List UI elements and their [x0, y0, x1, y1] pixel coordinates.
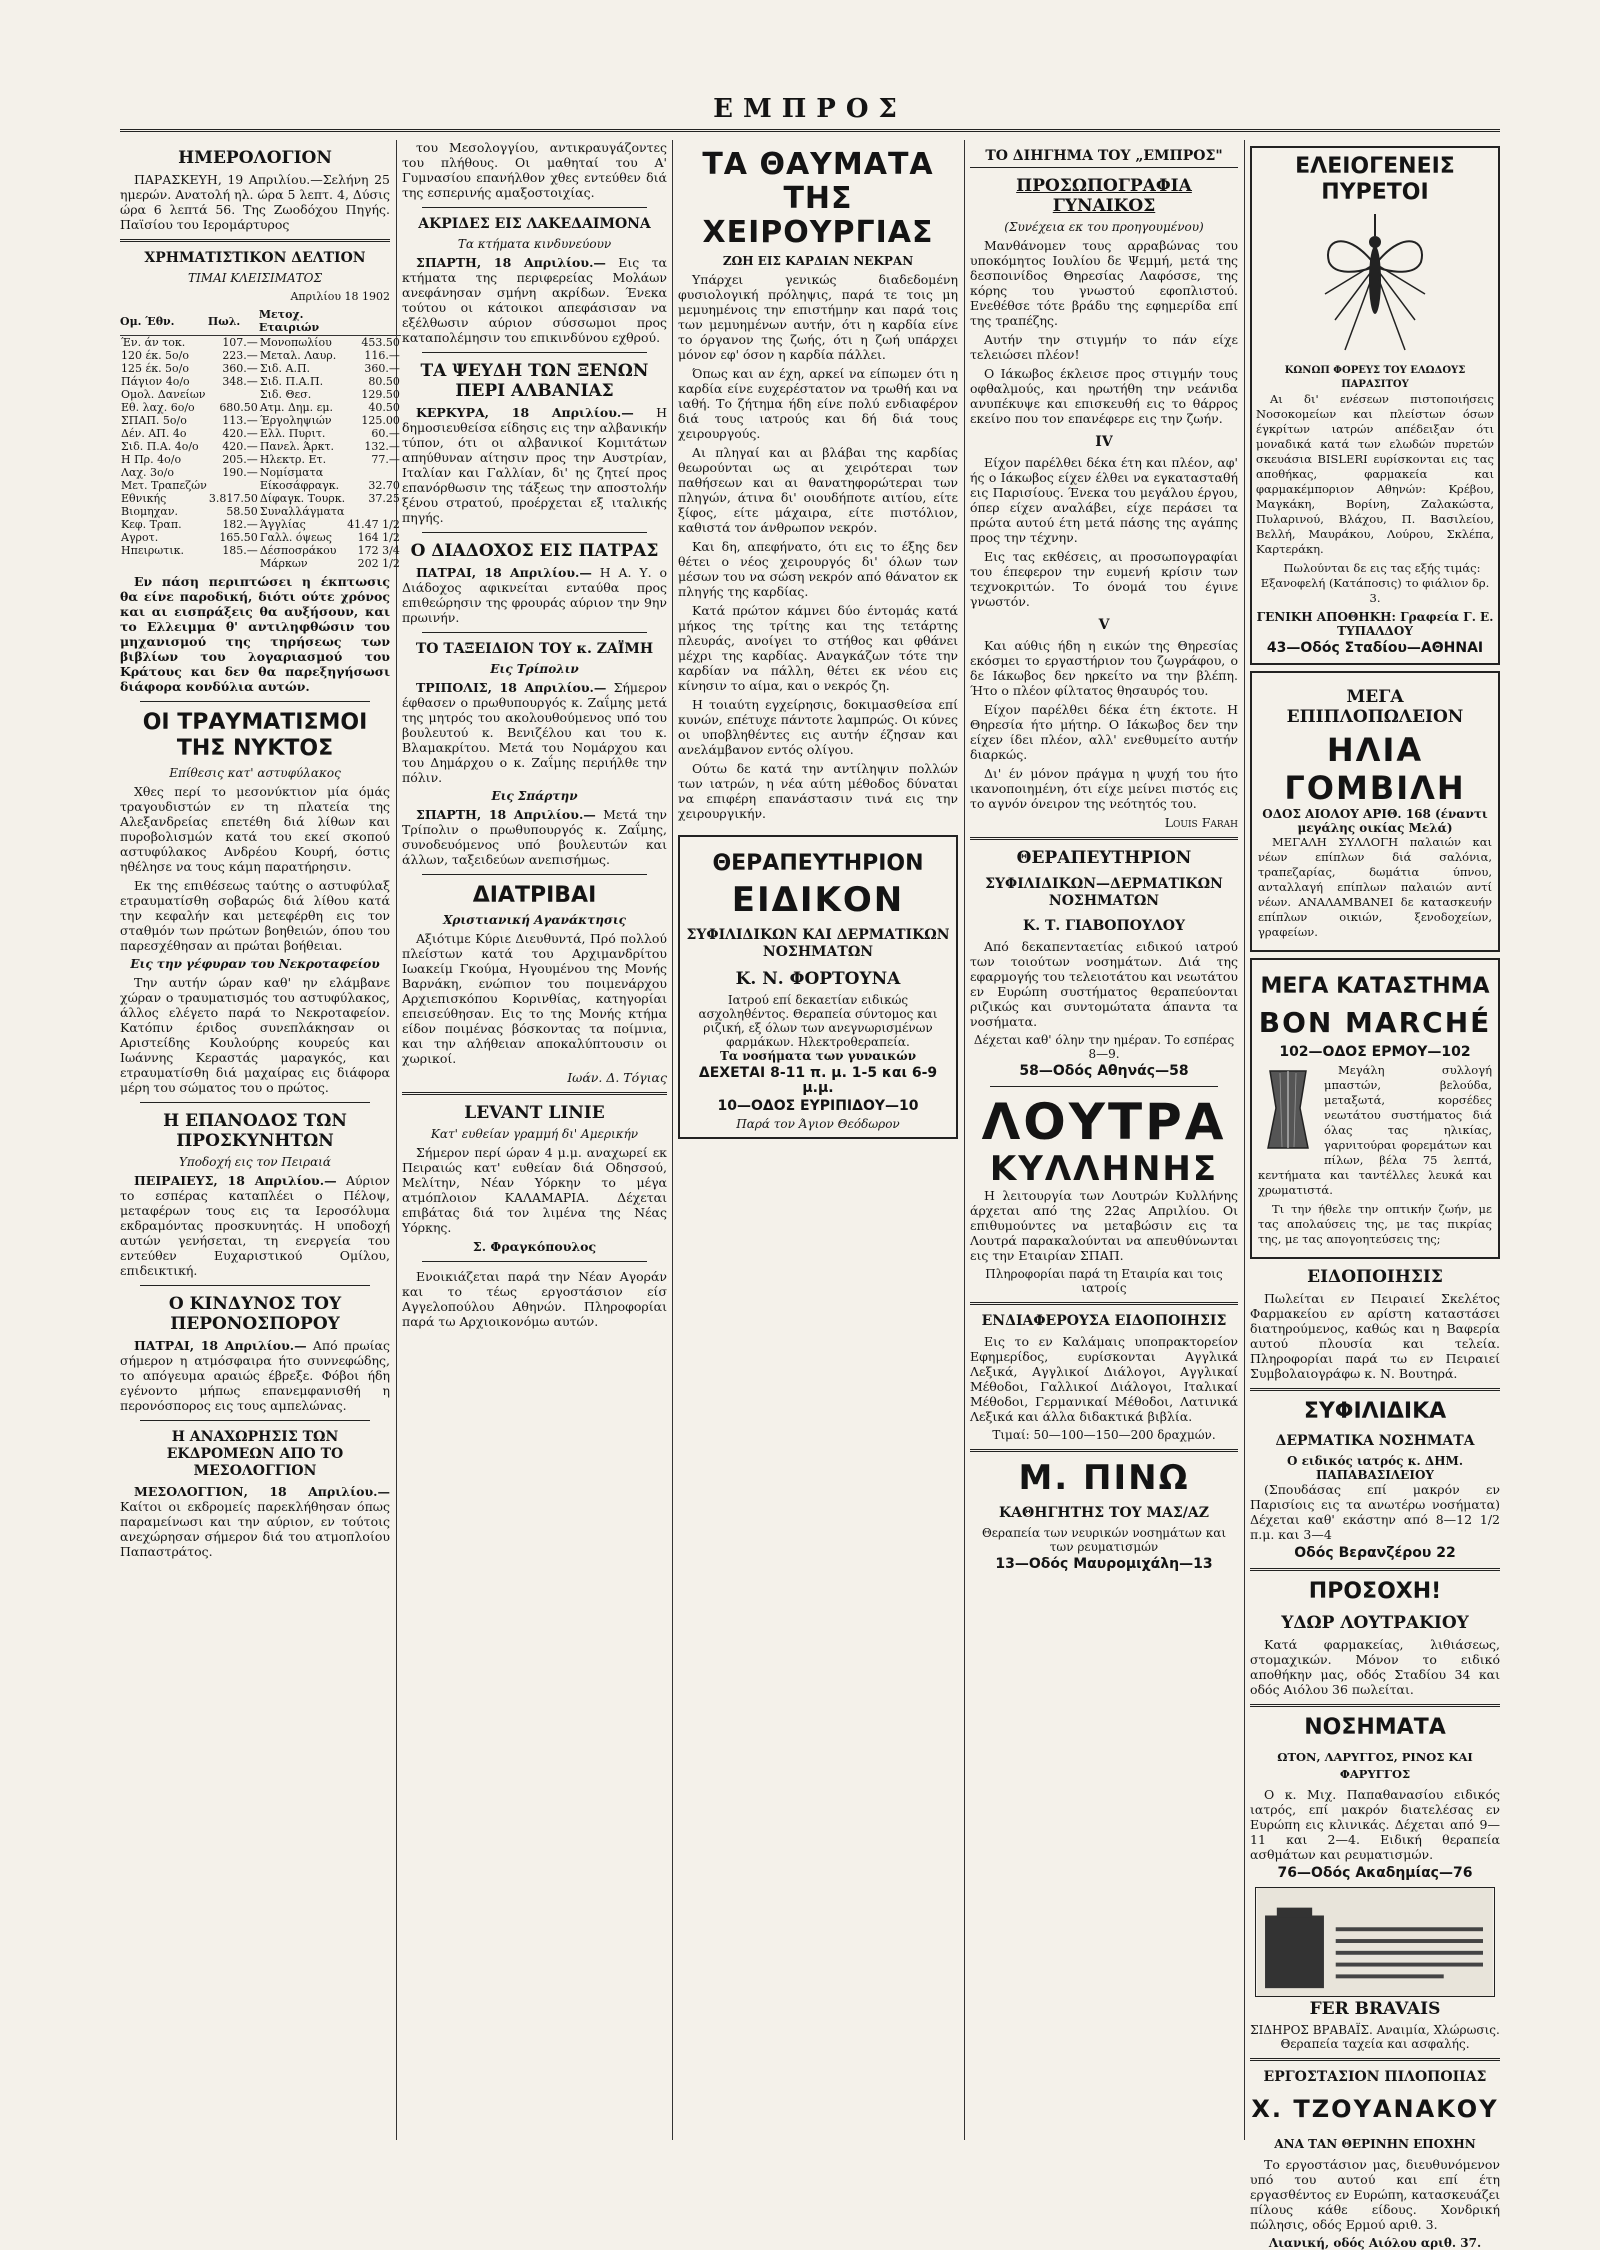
story-heading: ΤΟ ΔΙΗΓΗΜΑ ΤΟΥ „ΕΜΠΡΟΣ" [970, 148, 1238, 168]
column-4 [970, 140, 1238, 2140]
quotes-cell: 125.00 [361, 414, 400, 427]
quotes-cell: Νομίσματα [259, 466, 324, 479]
divider [1250, 1704, 1500, 1707]
quotes-cell [120, 557, 208, 570]
divider [1250, 1568, 1500, 1571]
column-1 [120, 140, 400, 2140]
quotes-cell: Ηλεκτρ. Ετ. [259, 453, 327, 466]
quotes-row [120, 492, 401, 505]
quotes-cell: 60.— [371, 427, 400, 440]
fever-text: Αι δι' ενέσεων πιστοποιήσεις Νοσοκομείων και πλείστων όσων έγκρίτων ιατρών απέδειξαν ότι μοναδικά κατά των ελωδών πυρετών σκευάσια BISLERI ευρίσκονται εις τας αποθήκας, φαρμακεία και φαρμακέμποριον Αθηνών: Κρέβου, Μαγκάκη, Βορίνη, Ζαλακώστα, Πυλαρινού, Βλάχου, Π. Βασιλείου, Βελλή, Μαυράκου, Λούρου, Σκλέπα, Καρτεράκη. [1256, 392, 1494, 556]
clinic-women: Τα νοσήματα των γυναικών [719, 1049, 917, 1063]
miracles-heading: ΤΑ ΘΑΥΜΑΤΑ ΤΗΣ ΧΕΙΡΟΥΡΓΙΑΣ [702, 147, 934, 250]
furniture-ad [1250, 671, 1500, 952]
lies-heading: ΤΑ ΨΕΥΔΗ ΤΩΝ ΞΕΝΩΝ ΠΕΡΙ ΑΛΒΑΝΙΑΣ [420, 361, 649, 401]
diatrivai-text: Αξιότιμε Κύριε Διευθυντά, Πρό πολλού πλείστων κατά του Αρχιμανδρίτου Ιωακείμ Γκούμα, Ηγουμένου της Μονής Βαρνάκη, ενώπιον του ποιμενάρχου Αρχιεπισκόπου Κορινθίας, κατηγορίαι επεισεύθησαν. Εις το της Μονής κτήμα είδον ποιμένας βόσκοντας τα ποίμνια, και την αλήθειαν αποκαλύπτουσιν οι χωρικοί. [402, 931, 667, 1066]
quotes-cell: Δέν. ΑΠ. 4ο [121, 427, 187, 440]
quotes-cell [208, 388, 259, 401]
heir-heading: Ο ΔΙΑΔΟΧΟΣ ΕΙΣ ΠΑΤΡΑΣ [410, 541, 659, 561]
quotes-cell: Έργοληψιών [259, 414, 332, 427]
danger-dateline: ΠΑΤΡΑΙ, 18 Απριλίου.— [134, 1338, 307, 1353]
wounded-heading: ΟΙ ΤΡΑΥΜΑΤΙΣΜΟΙ ΤΗΣ ΝΥΚΤΟΣ [142, 710, 368, 761]
quotes-cell: 360.— [364, 362, 400, 375]
store-heading: ΜΕΓΑ ΚΑΤΑΣΤΗΜΑ [1260, 974, 1490, 999]
ad-heading: ΕΝΔΙΑΦΕΡΟΥΣΑ ΕΙΔΟΠΟΙΗΣΙΣ [981, 1313, 1227, 1329]
quotes-cell: 113.— [222, 414, 258, 427]
fer-heading: FER BRAVAIS [1309, 1999, 1441, 2019]
story-section-number: IV [1095, 434, 1113, 450]
quotes-row [120, 414, 401, 427]
akrees-heading: ΑΚΡΙΔΕΣ ΕΙΣ ΛΑΚΕΔΑΙΜΟΝΑ [418, 216, 651, 232]
levant-text: Σήμερον περί ώραν 4 μ.μ. αναχωρεί εκ Πειραιώς κατ' ευθείαν διά Οδησσού, Μελίτην, Νέαν Υόρκην το μέγα ατμόπλοιον ΚΑΛΑΜΑΡΙΑ. Δέχεται επιβάτας διά τον λιμένα της Νέας Υόρκης. [402, 1145, 667, 1235]
divider [970, 837, 1238, 840]
fever-address: 43—Οδός Σταδίου—ΑΘΗΝΑΙ [1266, 640, 1484, 656]
trip-subheading-2: Εις Σπάρτην [491, 789, 578, 803]
quotes-cell: 40.50 [368, 401, 400, 414]
trip-dateline-2: ΣΠΑΡΤΗ, 18 Απριλίου.— [416, 807, 596, 822]
miracles-p6: Η τοιαύτη εγχείρησις, δοκιμασθείσα επί κυνών, επέτυχε πάντοτε λαμπρώς. Οι κύνες οι υποβληθέντες εις αυτήν έζησαν και ανελάμβανον εντός ολίγου. [678, 697, 958, 757]
quotes-header-cell: Ομ. Έθν. [120, 308, 208, 336]
furniture-name: ΗΛΙΑ ΓΟΜΒΙΛΗ [1284, 731, 1466, 807]
quotes-row [120, 505, 401, 518]
nos-subheading: ΩΤΟΝ, ΛΑΡΥΓΓΟΣ, ΡΙΝΟΣ ΚΑΙ ΦΑΡΥΓΓΟΣ [1277, 1750, 1473, 1781]
column-3 [678, 140, 958, 2140]
heir-dateline: ΠΑΤΡΑΙ, 18 Απριλίου.— [416, 565, 592, 580]
quotes-cell: Η Πρ. 4ο/ο [121, 453, 182, 466]
ad-prices: Τιμαί: 50—100—150—200 δραχμών. [992, 1428, 1216, 1442]
clinic-doctor: Κ. Ν. ΦΟΡΤΟΥΝΑ [735, 969, 901, 989]
return-heading: Η ΕΠΑΝΟΔΟΣ ΤΩΝ ΠΡΟΣΚΥΝΗΤΩΝ [163, 1111, 347, 1151]
trip-dateline: ΤΡΙΠΟΛΙΣ, 18 Απριλίου.— [416, 680, 607, 695]
quotes-header-cell [346, 308, 401, 336]
miracles-subheading: ΖΩΗ ΕΙΣ ΚΑΡΔΙΑΝ ΝΕΚΡΑΝ [722, 254, 914, 268]
return-subheading: Υποδοχή εις τον Πειραιά [179, 1155, 331, 1169]
divider [970, 1449, 1238, 1452]
miracles-p7: Ούτω δε κατά την αντίληψιν πολλών των ιατρών, η νέα αύτη μέθοδος δύναται να επιφέρη επανάστασιν τινά εις την χειρουργικήν. [678, 761, 958, 821]
trip-text-2: Μετά την Τρίπολιν ο πρωθυπουργός κ. Ζαΐμης, συνοδευόμενος υπό βουλευτών και άλλων, ταξειδεύων ανεπισήμως. [402, 807, 667, 867]
quotes-row [120, 557, 401, 570]
quotes-row [120, 427, 401, 440]
story-p7: Είχον παρέλθει δέκα έτη έκτοτε. Η Θηρεσία ήτο μήτηρ. Ο Ιάκωβος δεν την είχεν ίδει πλέον, αλλ' ενεθυμείτο αυτήν διαρκώς. [970, 702, 1238, 762]
quotes-row [120, 388, 401, 401]
miracles-p2: Όπως και αν έχη, αρκεί να είπωμεν ότι η καρδία είνε ευχερέστατον να τρωθή και να ιαθή. Το ζήτημα ήδη είνε πολύ ενδιαφέρον διά τους ιατρούς και δή διά τους χειρουργούς. [678, 366, 958, 441]
quotes-cell: 360.— [222, 362, 258, 375]
danger-heading: Ο ΚΙΝΔΥΝΟΣ ΤΟΥ ΠΕΡΟΝΟΣΠΟΡΟΥ [168, 1294, 342, 1334]
lies-dateline: ΚΕΡΚΥΡΑ, 18 Απριλίου.— [416, 405, 634, 420]
fever-ad [1250, 146, 1500, 665]
quotes-cell: Σιδ. Α.Π. [259, 362, 311, 375]
pino-address: 13—Οδός Μαυρομιχάλη—13 [995, 1556, 1213, 1572]
calendar-text: ΠΑΡΑΣΚΕΥΗ, 19 Απριλίου.—Σελήνη 25 ημερών. Ανατολή ηλ. ώρα 5 λεπτ. 4, Δύσις ώρα 6 λεπτά 56. Της Ζωοδόχου Πηγής. Παϊσίου του Ιερομάρτυρος [120, 172, 390, 232]
water-name: ΥΔΩΡ ΛΟΥΤΡΑΚΙΟΥ [1281, 1613, 1469, 1633]
divider [422, 207, 647, 208]
quotes-cell: Αγροτ. [121, 531, 159, 544]
quotes-row [120, 336, 401, 350]
quotes-cell: Δέσποσράκου [259, 544, 337, 557]
story-title: ΠΡΟΣΩΠΟΓΡΑΦΙΑ ΓΥΝΑΙΚΟΣ [1016, 176, 1192, 216]
quotes-cell: Ελλ. Πυριτ. [259, 427, 326, 440]
notice-heading: ΕΙΔΟΠΟΙΗΣΙΣ [1307, 1267, 1443, 1287]
quotes-cell: 107.— [222, 336, 258, 349]
wounded-text-2: Εκ της επιθέσεως ταύτης ο αστυφύλαξ ετραυματίσθη σοβαρώς διά λίθου κατά την κεφαλήν και μετεφέρθη εις τον σταθμόν των πρώτων βοηθειών, όπου του παρεσχέθησαν αι πρώται βοήθειαι. [120, 878, 390, 953]
water-text: Κατά φαρμακείας, λιθιάσεως, στομαχικών. Μόνον το ειδικό αποθήκην μας, οδός Σταδίου 34 και οδός Αιόλου 36 πωλείται. [1250, 1637, 1500, 1697]
levant-subheading: Κατ' ευθείαν γραμμή δι' Αμερικήν [430, 1127, 639, 1141]
quotes-cell: 129.50 [361, 388, 400, 401]
notice-text: Πωλείται εν Πειραιεί Σκελέτος Φαρμακείου εν αρίστη καταστάσει διατηρούμενος, καθώς και η Βαφερία αυτού πλουσία και τελεία. Πληροφορίαι παρά τω εν Πειραιεί Συμβολαιογράφω κ. Ν. Βουτηρά. [1250, 1291, 1500, 1381]
meso-text: Καίτοι οι εκδρομείς παρεκλήθησαν όπως παραμείνωσι και την αύριον, εν τούτοις ανεχώρησαν σήμερον διά του ατμοπλοίου Παπαστράτος. [120, 1499, 390, 1559]
akrees-text: Εις τα κτήματα της περιφερείας Μολάων ανεφάνησαν σμήνη ακρίδων. Ένεκα τούτου οι κάτοικοι απεφάσισαν να εξέλθωσιν αύριον σύσσωμοι προς καταπολέμησιν του επικινδύνου εχθρού. [402, 255, 667, 345]
trip-subheading: Εις Τρίπολιν [490, 662, 579, 676]
quotes-cell: 125 έκ. 5ο/ο [121, 362, 190, 375]
clinic-near: Παρά τον Άγιον Θεόδωρον [736, 1117, 900, 1131]
baths-text: Η λειτουργία των Λουτρών Κυλλήνης άρχεται από της 22ας Απριλίου. Οι επιθυμούντες να μεταβώσιν εις τα Λουτρά παρακαλούνται να απευθύνωνται εις την Εταιρίαν ΣΠΑΠ. [970, 1188, 1238, 1263]
fever-price: Πωλούνται δε εις τας εξής τιμάς: Εξανοφελή (Κατάποσις) το φιάλιον δρ. 3. [1260, 561, 1490, 605]
clinic-hours: ΔΕΧΕΤΑΙ 8-11 π. μ. 1-5 και 6-9 μ.μ. [698, 1065, 938, 1096]
story-p2: Αυτήν την στιγμήν το πάν είχε τελειώσει πλέον! [970, 332, 1238, 362]
quotes-row [120, 453, 401, 466]
syph-subheading: ΔΕΡΜΑΤΙΚΑ ΝΟΣΗΜΑΤΑ [1275, 1433, 1475, 1449]
syph-address: Οδός Βερανζέρου 22 [1294, 1545, 1456, 1561]
quotes-cell: Εθ. λαχ. 6ο/ο [121, 401, 195, 414]
quotes-cell: 190.— [222, 466, 258, 479]
divider [422, 352, 647, 353]
quotes-cell: Είκοσάφραγκ. [259, 479, 340, 492]
miracles-p4: Και δη, απεφήνατο, ότι εις το έξης δεν θέτει ο νέος χειρουργός δι' όλων των μέσων του να σώση νεκρόν από θάνατον εκ πληγής της καρδίας. [678, 539, 958, 599]
diatrivai-signature: Ιωάν. Δ. Τόγιας [567, 1070, 667, 1085]
column-rule [1244, 140, 1245, 2140]
quotes-cell: Βιομηχαν. [121, 505, 179, 518]
quotes-table [120, 308, 401, 570]
quotes-cell [346, 466, 401, 479]
column-2 [402, 140, 667, 2140]
baths-info: Πληροφορίαι παρά τη Εταιρία και τοις ιατροίς [985, 1267, 1223, 1295]
quotes-cell [208, 479, 259, 492]
divider [140, 701, 370, 702]
quotes-cell: Συναλλάγματα [259, 505, 345, 518]
calendar-heading: ΗΜΕΡΟΛΟΓΙΟΝ [178, 148, 332, 168]
fer-bravais-illustration [1255, 1887, 1495, 1997]
quotes-cell: 58.50 [226, 505, 258, 518]
quotes-row [120, 375, 401, 388]
quotes-cell: 453.50 [361, 336, 400, 349]
return-dateline: ΠΕΙΡΑΙΕΥΣ, 18 Απριλίου.— [134, 1173, 337, 1188]
divider [970, 1302, 1238, 1305]
therap-subheading: ΣΥΦΙΛΙΔΙΚΩΝ—ΔΕΡΜΑΤΙΚΩΝ ΝΟΣΗΜΑΤΩΝ [985, 876, 1223, 909]
clinic-address: 10—ΟΔΟΣ ΕΥΡΙΠΙΔΟΥ—10 [717, 1098, 919, 1114]
divider [140, 1420, 370, 1421]
divider [140, 1285, 370, 1286]
story-p5: Εις τας εκθέσεις, αι προσωπογραφίαι του έπεφερον την ευμενή κρίσιν των τεχνοκριτών. Το όνομά του έγινε γνωστόν. [970, 549, 1238, 609]
quotes-cell: 32.70 [368, 479, 400, 492]
story-p4: Είχον παρέλθει δέκα έτη και πλέον, αφ' ής ο Ιάκωβος είχεν έλθει να εγκατασταθή εις Παρισίους. Ένεκα του μεγάλου έργου, όπερ είχεν αναλάβει, είχε περάσει τα πρώτα αυτού έτη μετά πάσης της αγάπης προς την τέχνην. [970, 455, 1238, 545]
quotes-cell: Κεφ. Τραπ. [121, 518, 182, 531]
baths-heading-2: ΚΥΛΛΗΝΗΣ [989, 1149, 1219, 1189]
quotes-cell: 348.— [222, 375, 258, 388]
meso-dateline: ΜΕΣΟΛΟΓΓΙΟΝ, 18 Απριλίου.— [134, 1484, 390, 1499]
quotes-cell: Λαχ. 3ο/ο [121, 466, 174, 479]
miracles-p1: Υπάρχει γενικώς διαδεδομένη φυσιολογική πρόληψις, παρά τε τοις μη μεμυημένοις την επιστήμην και παρά τοις των μεμυημένων αυτήν, ότι η καρδία είνε το όργανον της ζωής, ότι η ζωή υπάρχει μόνον εφ' όσον η καρδία πάλλει. [678, 272, 958, 362]
quotes-cell: ΣΠΑΠ. 5ο/ο [121, 414, 187, 427]
lies-text: Η δημοσιευθείσα είδησις εις την αλβανικήν τύπον, ότι οι αλβανικοί Κομιτάτων απηύθυναν αίτησιν προς την Αυστρίαν, Ιταλίαν και Γαλλίαν, δι' ης ζητεί προς επανόρθωσιν της τάξεως την αποστολήν ξένου στρατού, προέρχεται εξ ιταλικής πηγής. [402, 405, 667, 525]
miracles-p3: Αι πληγαί και αι βλάβαι της καρδίας θεωρούνται ως αι χειρότεραι των παθήσεων και αι θανατηφορώτεραι των πληγών, άτινα δι' οιουδήποτε αιτίου, είτε ξίφος, είτε μάχαιρα, είτε πιστόλιον, καθιστά τον άνθρωπον νεκρόν. [678, 445, 958, 535]
furniture-text: ΜΕΓΑΛΗ ΣΥΛΛΟΓΗ παλαιών και νέων επίπλων διά σαλόνια, τραπεζαρίας, δωμάτια ύπνου, ανταλλαγή επίπλων παλαιών αντί νέων. ΑΝΑΛΑΜΒΑΝΕΙ δε κατασκευήν επίπλων οικιών, ξενοδοχείων, γραφείων. [1258, 835, 1492, 939]
quotes-cell: 420.— [222, 440, 258, 453]
quotes-cell: Άγγλίας [259, 518, 306, 531]
syph-text: (Σπουδάσας επί μακρόν εν Παρισίοις εις τα ανωτέρω νοσήματα) Δέχεται καθ' εκάστην από 8—12 1/2 π.μ. και 3—4 [1250, 1482, 1500, 1542]
quotes-cell: 164 1/2 [357, 531, 400, 544]
quotes-cell: Πάγιον 4ο/ο [121, 375, 190, 388]
wounded-text-1: Χθες περί το μεσονύκτιον μία όμάς τραγουδιστών εν τη πλατεία της Αλεξανδρείας επετέθη διά λίθων και πυροβολισμών κατά του εκεί σκοπού αστυφύλακος Ανδρέου Κουρή, όστις ηθέλησε να τους κάμη παρατήρησιν. [120, 784, 390, 874]
quotes-cell: Γαλλ. όψεως [259, 531, 332, 544]
nos-address: 76—Οδός Ακαδημίας—76 [1277, 1865, 1473, 1881]
divider [422, 874, 647, 875]
store-name: BON MARCHÉ [1258, 1006, 1492, 1039]
water-heading: ΠΡΟΣΟΧΗ! [1308, 1579, 1442, 1604]
quotes-cell: 3.817.50 [208, 492, 258, 505]
quotes-cell: 172 3/4 [357, 544, 400, 557]
mosquito-icon [1315, 210, 1435, 360]
factory-text: Το εργοστάσιον μας, διευθυνόμενον υπό του αυτού και επί έτη εργασθέντος εν Ευρώπη, κατασκευάζει πίλους κάθε είδους. Χονδρική πώλησις, οδός Ερμού αριθ. 3. [1250, 2157, 1500, 2232]
quotes-cell: Μονοπωλίου [259, 336, 332, 349]
quotes-row [120, 518, 401, 531]
clinic-heading: ΘΕΡΑΠΕΥΤΗΡΙΟΝ [712, 851, 924, 876]
market-note: Εν πάση περιπτώσει η έκπτωσις θα είνε παροδική, διότι ούτε χρόνος και αι εισπράξεις θα αυξήσουν, και το Ελλειμμα θ' αντιληφθώσιν του μηχανισμού της τηρήσεως των βιβλίων του λογαριασμού του Κράτους και δεν θα παρεξηγήσωσι διάφορα κονδύλια αυτών. [120, 574, 390, 694]
quotes-cell: Δίφαγκ. Τουρκ. [259, 492, 346, 505]
pino-subheading: ΚΑΘΗΓΗΤΗΣ ΤΟΥ ΜΑΣ/ΑΖ [999, 1505, 1209, 1521]
quotes-cell: 116.— [364, 349, 400, 362]
quotes-cell: 680.50 [219, 401, 258, 414]
quotes-cell: Ατμ. Δημ. εμ. [259, 401, 334, 414]
quotes-cell: 165.50 [219, 531, 258, 544]
clinic-text: Ιατρού επί δεκαετίαν ειδικώς ασχοληθέντος. Θεραπεία σύντομος και ριζική, εξ όλων των ανεγνωρισμένων φαρμάκων. Ηλεκτροθεραπεία. [698, 993, 938, 1049]
market-subheading: ΤΙΜΑΙ ΚΛΕΙΣΙΜΑΤΟΣ [188, 271, 322, 285]
quotes-cell: Μάρκων [259, 557, 308, 570]
pino-name: Μ. ΠΙΝΩ [1018, 1458, 1190, 1498]
column-rule [672, 140, 673, 2140]
story-section-number-2: V [1098, 617, 1110, 633]
meso-heading: Η ΑΝΑΧΩΡΗΣΙΣ ΤΩΝ ΕΚΔΡΟΜΕΩΝ ΑΠΟ ΤΟ ΜΕΣΟΛΟΓΓΙΟΝ [166, 1429, 344, 1479]
quotes-row [120, 349, 401, 362]
quotes-cell: Σιδ. Π.Α. 4ο/ο [121, 440, 199, 453]
levant-text-2: Ενοικιάζεται παρά την Νέαν Αγοράν και το τέως εργοστάσιον είσ Αγγελοπούλου Αθηνών. Πληροφορίαι παρά τω Αρχιοικονόμω αυτών. [402, 1269, 667, 1329]
clinic-ad [678, 835, 958, 1139]
quotes-cell [346, 505, 401, 518]
quotes-cell: 77.— [371, 453, 400, 466]
wounded-text-3: Την αυτήν ώραν καθ' ην ελάμβανε χώραν ο τραυματισμός του αστυφύλακος, άλλος ελέγετο παρά το Νεκροταφείον. Κατόπιν έριδος συνεπλάκησαν οι Αριστείδης Κουλούρης κουρεύς και Ιωάννης Κεραστάς μαραγκός, και ετραυματίσθη διά μαχαίρας εις διάφορα μέρη του σώματος του ο πρώτος. [120, 975, 390, 1095]
story-p1: Μανθάνομεν τους αρραβώνας του υποκόμητος Ιουλίου δε Ψεμμή, μετά της δεσποινίδος Θηρεσίας Λαφόσσε, της κόρης του γνωστού εφοπλιστού. Ενεθέθσε τότε βράδυ της εφημερίδα επί της τραπέζης. [970, 238, 1238, 328]
quotes-cell: Πανελ. Άρκτ. [259, 440, 335, 453]
quotes-row [120, 479, 401, 492]
quotes-row [120, 544, 401, 557]
column-5 [1250, 140, 1500, 2250]
diatrivai-subheading: Χριστιανική Αγανάκτησις [443, 913, 626, 927]
heir-text: Η Α. Υ. ο Διάδοχος αφικνείται ενταύθα προς επιθεώρησιν της φρουράς αύριον την 9ην πρωινήν. [402, 565, 667, 625]
store-address: 102—ΟΔΟΣ ΕΡΜΟΥ—102 [1279, 1044, 1471, 1060]
quotes-cell: 182.— [222, 518, 258, 531]
quotes-cell: Σιδ. Θεσ. [259, 388, 312, 401]
levant-heading: LEVANT LINIE [464, 1103, 605, 1123]
fever-caption: ΚΩΝΩΠ ΦΟΡΕΥΣ ΤΟΥ ΕΛΩΔΟΥΣ ΠΑΡΑΣΙΤΟΥ [1284, 365, 1466, 390]
divider [1250, 2058, 1500, 2061]
akrees-subheading: Τα κτήματα κινδυνεύουν [457, 237, 612, 251]
quotes-cell [208, 557, 259, 570]
clinic-big: ΕΙΔΙΚΟΝ [731, 880, 905, 920]
trip-heading: ΤΟ ΤΑΞΕΙΔΙΟΝ ΤΟΥ κ. ΖΑΪΜΗ [415, 641, 654, 657]
divider [422, 632, 647, 633]
quotes-cell: 185.— [222, 544, 258, 557]
quotes-row [120, 466, 401, 479]
furniture-heading: ΜΕΓΑ ΕΠΙΠΛΟΠΩΛΕΙΟΝ [1286, 687, 1464, 727]
story-p8: Δι' έν μόνον πράγμα η ψυχή του ήτο ικανοποιημένη, ότι είχε μείνει πιστός εις το αγνόν όνειρον της νεότητός του. [970, 766, 1238, 811]
quotes-cell: Σιδ. Π.Α.Π. [259, 375, 324, 388]
divider [422, 1261, 647, 1262]
quotes-cell: 37.25 [368, 492, 400, 505]
divider [422, 532, 647, 533]
therap-text: Από δεκαπενταετίας ειδικού ιατρού των τοιούτων νοσημάτων. Διά της εφαρμογής του τελειοτάτου και νεωτάτου εν Ευρώπη συστήματος θεραπεύονται ριζικώς και συντομώτατα άπαντα τα νοσήματα. [970, 939, 1238, 1029]
quotes-cell: Εθνικής [121, 492, 167, 505]
trip-text: Σήμερον έφθασεν ο πρωθυπουργός κ. Ζαΐμης μετά της μητρός του ακολουθούμενος υπό του βουλευτού κ. Βενιζέλου και του κ. Βλαμακρίτου. Μετά του Νομάρχου και του Δημάρχου ο κ. Ζαΐμης περιήλθε την πόλιν. [402, 680, 667, 785]
story-continued: (Συνέχεια εκ του προηγουμένου) [1004, 220, 1204, 234]
store-text: Μεγάλη συλλογή μπαστών, βελούδα, μεταξωτά, κορσέδες νεωτάτου συστήματος διά όλας τας ηλικίας, γαρνιτούραι φορεμάτων και πίλων, βέλα 75 λεπτά, κεντήματα και ταντέλλες λευκά και χρωματιστά. [1258, 1063, 1492, 1197]
furniture-address: ΟΔΟΣ ΑΙΟΛΟΥ ΑΡΙΘ. 168 (έναντι μεγάλης οικίας Μελά) [1262, 807, 1488, 835]
lead-text: του Μεσολογγίου, αντικραυγάζοντες του πλήθους. Οι μαθηταί του Α' Γυμνασίου επανήλθον χθες εντεύθεν διά της εσπερινής αμαξοστοιχίας. [402, 140, 667, 200]
store-text-2: Τι την ήθελε την οπτικήν ζωήν, με τας απολαύσεις της, με τας πικρίας της, με τας απογοητεύσεις της; [1258, 1202, 1492, 1246]
akrees-dateline: ΣΠΑΡΤΗ, 18 Απριλίου.— [416, 255, 606, 270]
quotes-header-cell: Μετοχ. Εταιριών [259, 308, 346, 336]
danger-text: Από πρωίας σήμερον η ατμόσφαιρα ήτο συννεφώδης, το απόγευμα αραιώς έβρεξε. Φόβοι ήδη εγένοντο μήπως επανεμφανισθή η περονόσπορος εις τους αμπελώνας. [120, 1338, 390, 1413]
therap-address: 58—Οδός Αθηνάς—58 [1019, 1063, 1189, 1079]
corset-icon [1258, 1063, 1318, 1153]
syph-heading: ΣΥΦΙΛΙΔΙΚΑ [1303, 1399, 1447, 1424]
quotes-cell: Μετ. Τραπεζών [121, 479, 207, 492]
store-ad [1250, 958, 1500, 1259]
nos-heading: ΝΟΣΗΜΑΤΑ [1304, 1715, 1446, 1740]
divider [1250, 1388, 1500, 1391]
quotes-cell: Ηπειρωτικ. [121, 544, 185, 557]
divider [140, 1102, 370, 1103]
column-rule [964, 140, 965, 2140]
quotes-cell: Μεταλ. Λαυρ. [259, 349, 337, 362]
therap-hours: Δέχεται καθ' όλην την ημέραν. Το εσπέρας 8—9. [973, 1033, 1235, 1061]
levant-agent: Σ. Φραγκόπουλος [472, 1239, 597, 1254]
quotes-cell: 120 έκ. 5ο/ο [121, 349, 190, 362]
divider [402, 1092, 667, 1095]
return-text: Αύριον το εσπέρας καταπλέει ο Πέλοψ, μεταφέρων τους εις τα Ιεροσόλυμα εκδραμόντας προσκυνητάς. Η υποδοχή αυτών γενήσεται, τη ενεργεία του εντεύθεν Ευχαριστικού Ομίλου, επιδεικτική. [120, 1173, 390, 1278]
therap-heading: ΘΕΡΑΠΕΥΤΗΡΙΟΝ [1016, 848, 1192, 868]
quotes-row [120, 362, 401, 375]
wounded-subheading-2: Εις την γέφυραν του Νεκροταφείου [130, 957, 380, 971]
wounded-subheading: Επίθεσις κατ' αστυφύλακος [169, 766, 341, 780]
ad-text: Εις το εν Καλάμαις υποπρακτορείον Εφημερίδος, ευρίσκονται Αγγλικά Λεξικά, Αγγλικοί Διάλογοι, Αγγλικαί Μέθοδοι, Γαλλικοί Διάλογοι, Ιταλικαί Μέθοδοι, Γερμανικαί Μέθοδοι, Λατινικά Λεξικά και άλλα διδακτικά βιβλία. [970, 1334, 1238, 1424]
quotes-header-cell: Πωλ. [208, 308, 259, 336]
quotes-cell: Έν. άν τοκ. [121, 336, 186, 349]
story-signature: Louis Farah [1164, 815, 1238, 830]
diatrivai-heading: ΔΙΑΤΡΙΒΑΙ [472, 883, 597, 908]
masthead-title: ΕΜΠΡΟΣ [713, 94, 907, 124]
nos-text: Ο κ. Μιχ. Παπαθανασίου ειδικός ιατρός, επί μακρόν διατελέσας εν Ευρώπη εις κλινικάς. Δέχεται από 9—11 και 2—4. Ειδική θεραπεία ασθμάτων και ρευματισμών. [1250, 1787, 1500, 1862]
baths-heading: ΛΟΥΤΡΑ [981, 1093, 1227, 1151]
quotes-row [120, 440, 401, 453]
divider [120, 239, 390, 242]
factory-season: ΑΝΑ ΤΑΝ ΘΕΡΙΝΗΝ ΕΠΟΧΗΝ [1274, 2137, 1476, 2151]
pino-text: Θεραπεία των νευρικών νοσημάτων και των ρευματισμών [981, 1526, 1227, 1554]
quotes-cell: 223.— [222, 349, 258, 362]
quotes-cell: 202 1/2 [357, 557, 400, 570]
quotes-cell: 80.50 [368, 375, 400, 388]
divider [990, 1086, 1218, 1087]
quotes-cell: 205.— [222, 453, 258, 466]
fever-depot: ΓΕΝΙΚΗ ΑΠΟΘΗΚΗ: Γραφεία Γ. Ε. ΤΥΠΑΛΔΟΥ [1256, 610, 1494, 638]
quotes-cell: 41.47 1/2 [347, 518, 400, 531]
quotes-row [120, 401, 401, 414]
clinic-subheading: ΣΥΦΙΛΙΔΙΚΩΝ ΚΑΙ ΔΕΡΜΑΤΙΚΩΝ ΝΟΣΗΜΑΤΩΝ [686, 927, 950, 960]
factory-name: Χ. ΤΖΟΥΑΝΑΚΟΥ [1251, 2095, 1499, 2123]
masthead [120, 92, 1500, 132]
syph-doctor: Ο ειδικός ιατρός κ. ΔΗΜ. ΠΑΠΑΒΑΣΙΛΕΙΟΥ [1286, 1454, 1464, 1482]
miracles-p5: Κατά πρώτον κάμνει δύο έντομάς κατά μήκος της τρίτης και της τετάρτης πλευράς, ανοίγει το στήθος και φθάνει μέχρι της καρδίας. Αναγκάζων τότε την καρδίαν να πάλλη, θέτει εκ νέου εις κίνησιν το αίμα, και ο νεκρός ζη. [678, 603, 958, 693]
factory-address: Λιανική, οδός Αιόλου αριθ. 37. [1268, 2236, 1482, 2250]
therap-doctor: Κ. Τ. ΓΙΑΒΟΠΟΥΛΟΥ [1023, 918, 1185, 934]
story-p6: Και αύθις ήδη η εικών της Θηρεσίας εκόσμει το εργαστήριον του ζωγράφου, ο δε Ιάκωβος δεν ηρκείτο να την βλέπη. Ήτο ο πλέον φίλτατος θησαυρός του. [970, 638, 1238, 698]
fever-heading: ΕΛΕΙΟΓΕΝΕΙΣ ΠΥΡΕΤΟΙ [1295, 154, 1455, 205]
market-date: Απριλίου 18 1902 [290, 290, 390, 303]
quotes-row [120, 531, 401, 544]
market-heading: ΧΡΗΜΑΤΙΣΤΙΚΟΝ ΔΕΛΤΙΟΝ [144, 250, 366, 266]
quotes-cell: Ομολ. Δανείων [121, 388, 206, 401]
quotes-cell: 132.— [364, 440, 400, 453]
story-p3: Ο Ιάκωβος έκλεισε προς στιγμήν τους οφθαλμούς, και ηρωτήθη την νεάνιδα ανυπέκυψε και επισκευθή εις το θάρρος εκείνο που τον επανέφερε εις την ζωήν. [970, 366, 1238, 426]
factory-heading: ΕΡΓΟΣΤΑΣΙΟΝ ΠΙΛΟΠΟΙΙΑΣ [1263, 2069, 1487, 2085]
quotes-cell: 420.— [222, 427, 258, 440]
fer-text: ΣΙΔΗΡΟΣ ΒΡΑΒΑΪΣ. Αναιμία, Χλώρωσις. Θεραπεία ταχεία και ασφαλής. [1250, 2023, 1500, 2051]
